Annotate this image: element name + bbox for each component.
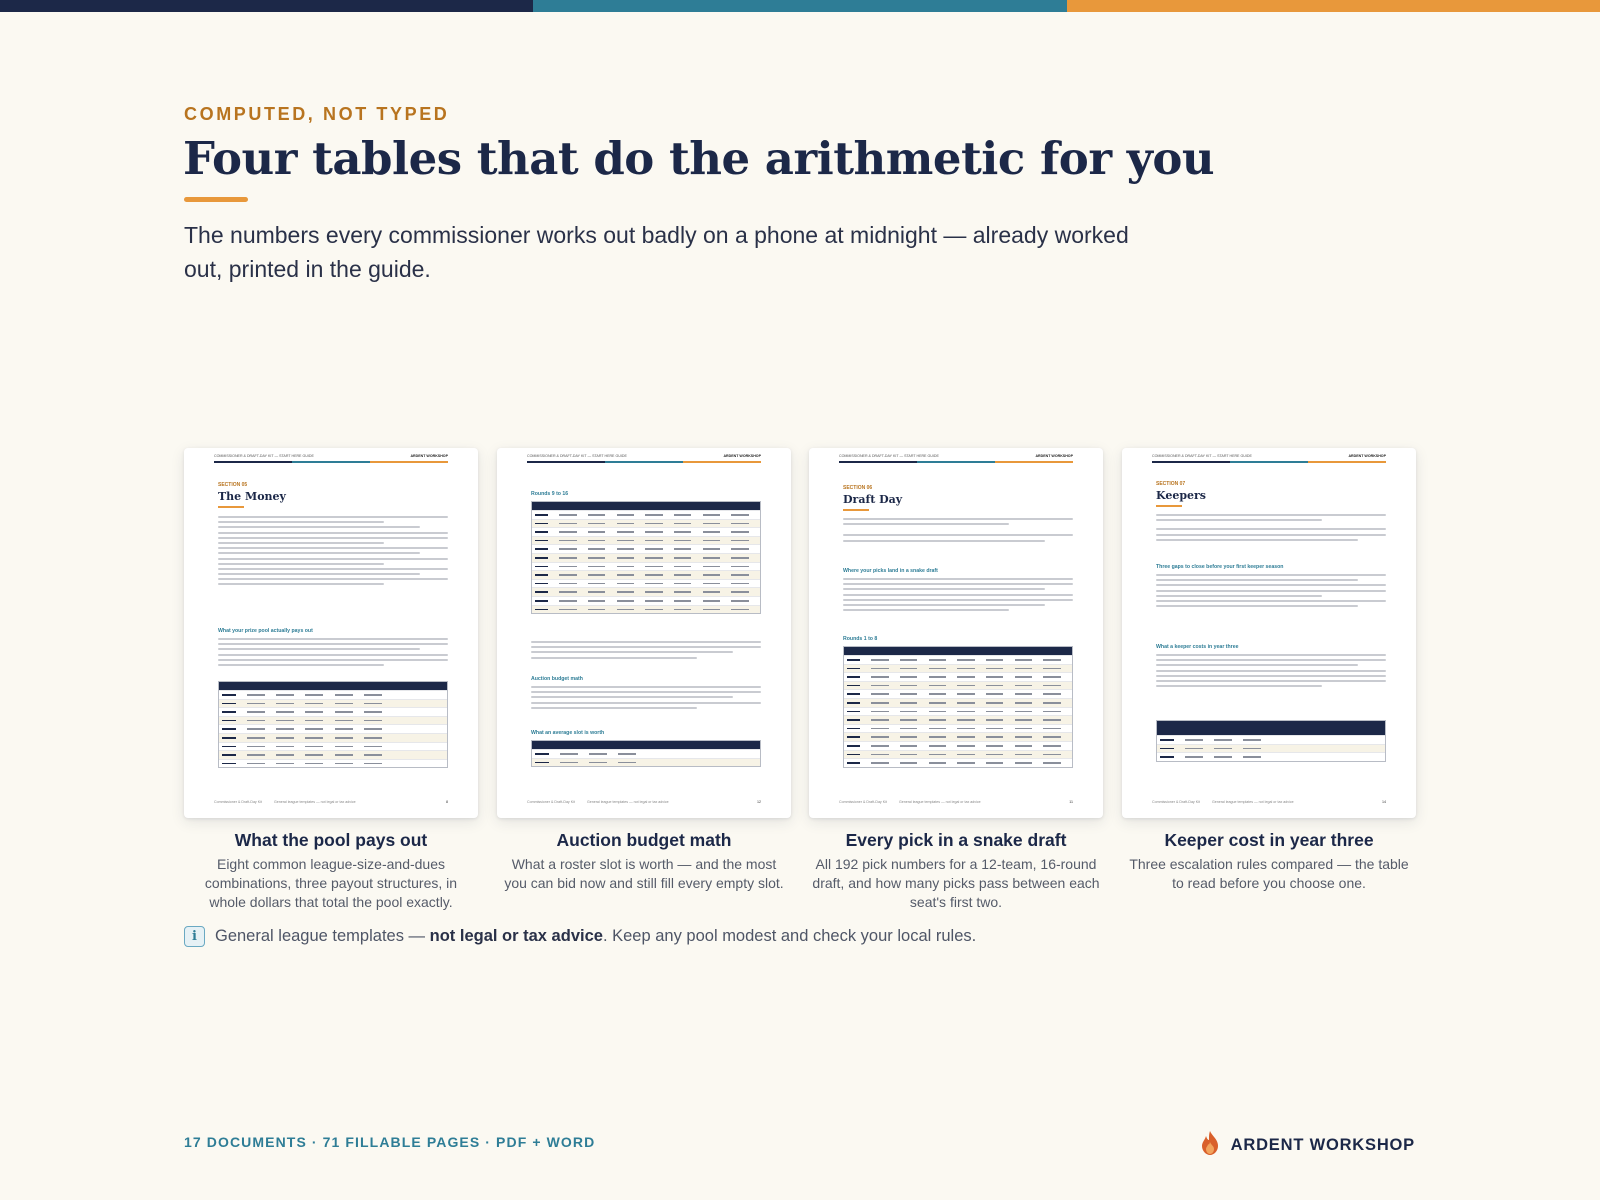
- thumb-subhead: Rounds 9 to 16: [531, 491, 569, 497]
- brand-name: ARDENT WORKSHOP: [1230, 1136, 1415, 1154]
- thumb-page-number: 8: [446, 800, 448, 804]
- thumb-footer-left: Commissioner & Draft-Day Kit: [839, 800, 887, 804]
- thumb-header-left: COMMISSIONER & DRAFT-DAY KIT — START HERE GUIDE: [839, 454, 939, 458]
- thumb-subhead: Auction budget math: [531, 676, 583, 682]
- thumb-header-left: COMMISSIONER & DRAFT-DAY KIT — START HERE GUIDE: [214, 454, 314, 458]
- thumb-table: [531, 740, 761, 767]
- card-snake-draft: [809, 448, 1103, 912]
- thumb-subhead: Rounds 1 to 8: [843, 636, 878, 642]
- thumb-header-right: ARDENT WORKSHOP: [1348, 454, 1386, 458]
- thumb-subhead: Where your picks land in a snake draft: [843, 568, 938, 574]
- thumb-footer-left: Commissioner & Draft-Day Kit: [1152, 800, 1200, 804]
- disclaimer-note: [184, 926, 976, 947]
- thumb-table: [1156, 720, 1386, 762]
- thumb-subhead: Three gaps to close before your first keeper season: [1156, 564, 1284, 570]
- document-thumbnail: [184, 448, 478, 818]
- thumb-footer-mid: General league templates — not legal or tax advice: [1211, 800, 1294, 804]
- thumb-footer-mid: General league templates — not legal or tax advice: [898, 800, 981, 804]
- thumb-heading: Keepers: [1156, 489, 1206, 502]
- thumb-subhead: What your prize pool actually pays out: [218, 628, 313, 634]
- page-title: Four tables that do the arithmetic for you: [183, 132, 1215, 185]
- document-stats: 17 DOCUMENTS · 71 FILLABLE PAGES · PDF + WORD: [184, 1134, 596, 1150]
- card-description: Eight common league-size-and-dues combinations, three payout structures, in whole dollars that total the pool exactly.: [204, 856, 458, 910]
- thumb-heading: Draft Day: [843, 493, 903, 506]
- info-icon: i: [184, 926, 205, 947]
- thumb-footer-left: Commissioner & Draft-Day Kit: [527, 800, 575, 804]
- thumb-subhead: What an average slot is worth: [531, 730, 605, 736]
- lede: The numbers every commissioner works out badly on a phone at midnight — already worked out, printed in the guide.: [184, 222, 1129, 282]
- thumb-body-text: [218, 516, 448, 589]
- thumb-header-right: ARDENT WORKSHOP: [410, 454, 448, 458]
- thumb-section: SECTION 05: [218, 482, 248, 488]
- thumb-table: [531, 501, 761, 614]
- top-color-bar: [0, 0, 1600, 12]
- thumb-footer-left: Commissioner & Draft-Day Kit: [214, 800, 262, 804]
- thumb-header-left: COMMISSIONER & DRAFT-DAY KIT — START HERE GUIDE: [527, 454, 627, 458]
- document-thumbnail: [809, 448, 1103, 818]
- document-thumbnail: [1122, 448, 1416, 818]
- thumb-page-number: 12: [757, 800, 761, 804]
- thumb-subhead: What a keeper costs in year three: [1156, 644, 1239, 650]
- thumb-section: SECTION 06: [843, 485, 873, 491]
- card-description: All 192 pick numbers for a 12-team, 16-round draft, and how many picks pass between each seat's first two.: [812, 856, 1100, 910]
- card-title: Keeper cost in year three: [1164, 830, 1374, 850]
- disclaimer-suffix: . Keep any pool modest and check your local rules.: [602, 927, 977, 945]
- thumb-page-number: 11: [1069, 800, 1073, 804]
- card-grid: [184, 448, 1416, 918]
- document-thumbnail: [497, 448, 791, 818]
- thumb-header-right: ARDENT WORKSHOP: [1035, 454, 1073, 458]
- card-title: Every pick in a snake draft: [845, 830, 1067, 850]
- disclaimer-text: [215, 927, 976, 946]
- thumb-page-number: 14: [1382, 800, 1386, 804]
- brand: [1199, 1130, 1415, 1161]
- title-underline: [184, 197, 248, 202]
- thumb-table: [218, 681, 448, 768]
- thumb-footer-mid: General league templates — not legal or tax advice: [586, 800, 669, 804]
- eyebrow: COMPUTED, NOT TYPED: [184, 104, 450, 124]
- card-description: What a roster slot is worth — and the most you can bid now and still fill every empty slot.: [504, 856, 784, 891]
- disclaimer-prefix: General league templates —: [215, 927, 430, 945]
- card-title: Auction budget math: [556, 830, 732, 850]
- thumb-header-right: ARDENT WORKSHOP: [723, 454, 761, 458]
- card-keeper-cost: [1122, 448, 1416, 893]
- card-description: Three escalation rules compared — the table to read before you choose one.: [1129, 856, 1409, 891]
- thumb-footer-mid: General league templates — not legal or tax advice: [273, 800, 356, 804]
- thumb-heading: The Money: [218, 490, 286, 503]
- flame-logo-icon: [1199, 1130, 1221, 1161]
- thumb-table: [843, 646, 1073, 768]
- thumb-header-left: COMMISSIONER & DRAFT-DAY KIT — START HERE GUIDE: [1152, 454, 1252, 458]
- disclaimer-emphasis: not legal or tax advice: [429, 927, 603, 945]
- card-title: What the pool pays out: [234, 830, 428, 850]
- thumb-section: SECTION 07: [1156, 481, 1186, 487]
- card-pool-payout: [184, 448, 478, 912]
- card-auction-budget: [497, 448, 791, 893]
